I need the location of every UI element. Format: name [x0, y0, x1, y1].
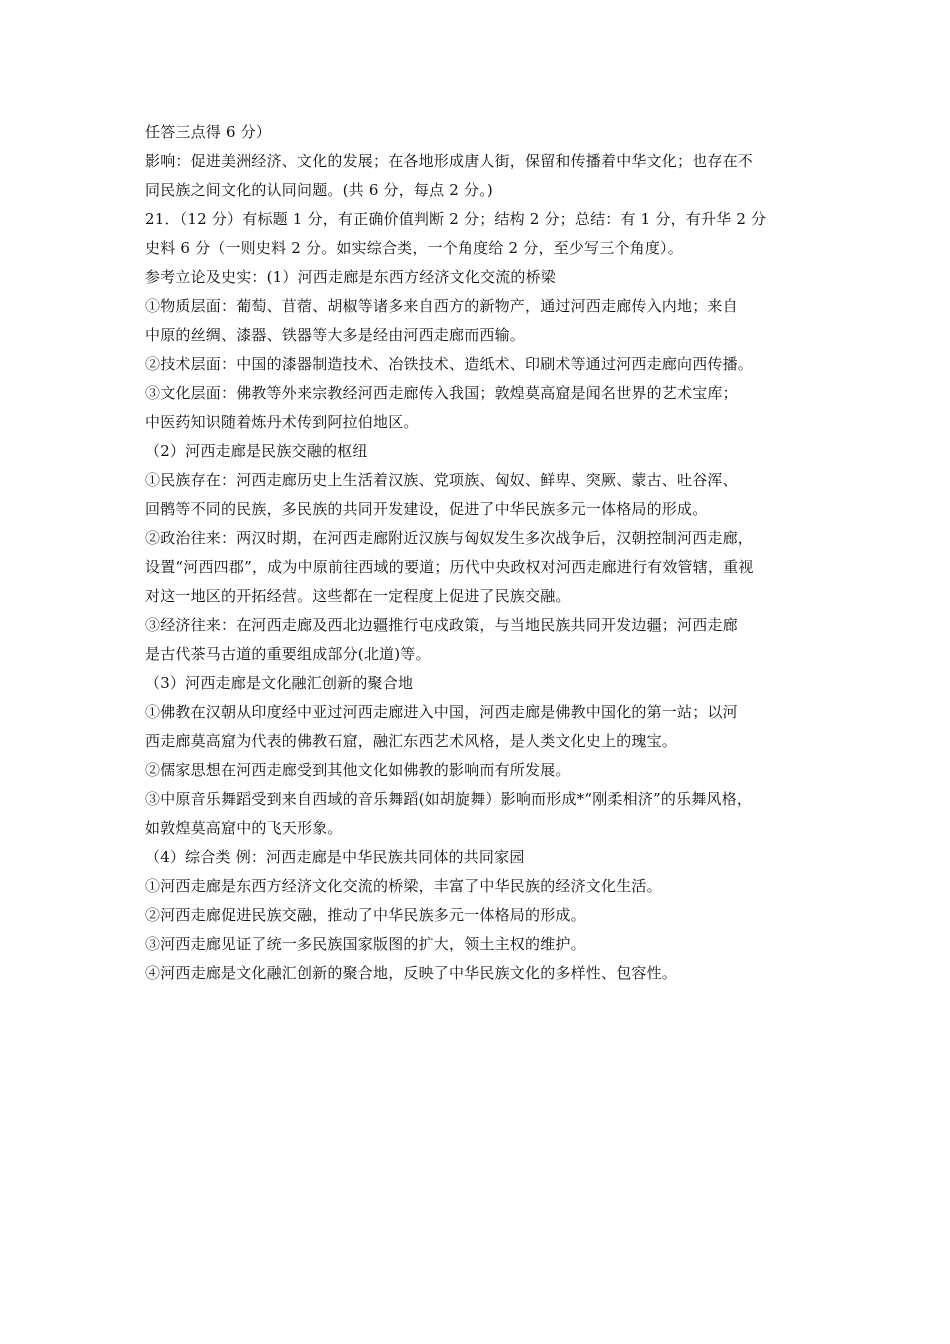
question-21-line: 21．（12 分）有标题 1 分，有正确价值判断 2 分；结构 2 分；总结：有 1 分，有升华 2 分 [145, 210, 767, 228]
text-line: 如敦煌莫高窟中的飞天形象。 [145, 819, 343, 837]
text-line: 同民族之间文化的认同问题。(共 6 分，每点 2 分。) [145, 181, 493, 199]
text-line: 史料 6 分（一则史料 2 分。如实综合类，一个角度给 2 分，至少写三个角度）。 [145, 239, 683, 257]
text-line: 对这一地区的开拓经营。这些都在一定程度上促进了民族交融。 [145, 587, 571, 605]
text-line: ④河西走廊是文化融汇创新的聚合地，反映了中华民族文化的多样性、包容性。 [145, 964, 678, 982]
text-line: ③经济往来：在河西走廊及西北边疆推行屯戍政策，与当地民族共同开发边疆；河西走廊 [145, 616, 738, 634]
text-line: 西走廊莫高窟为代表的佛教石窟，融汇东西艺术风格，是人类文化史上的瑰宝。 [145, 732, 678, 750]
text-line: ①佛教在汉朝从印度经中亚过河西走廊进入中国，河西走廊是佛教中国化的第一站；以河 [145, 703, 738, 721]
text-line: ②儒家思想在河西走廊受到其他文化如佛教的影响而有所发展。 [145, 761, 571, 779]
text-line: ③中原音乐舞蹈受到来自西域的音乐舞蹈(如胡旋舞）影响而形成*“刚柔相济”的乐舞风格， [145, 790, 753, 808]
section-heading-line: （3）河西走廊是文化融汇创新的聚合地 [145, 674, 414, 692]
text-line: 影响：促进美洲经济、文化的发展；在各地形成唐人街，保留和传播着中华文化；也存在不 [145, 152, 754, 170]
text-line: ①民族存在：河西走廊历史上生活着汉族、党项族、匈奴、鲜卑、突厥、蒙古、吐谷浑、 [145, 471, 738, 489]
section-heading-line: （4）综合类 例：河西走廊是中华民族共同体的共同家园 [145, 848, 525, 866]
text-line: 任答三点得 6 分） [145, 123, 272, 141]
text-line: ②政治往来：两汉时期，在河西走廊附近汉族与匈奴发生多次战争后，汉朝控制河西走廊， [145, 529, 754, 547]
text-line: ②技术层面：中国的漆器制造技术、冶铁技术、造纸术、印刷术等通过河西走廊向西传播。 [145, 355, 754, 373]
text-line: 回鹘等不同的民族，多民族的共同开发建设，促进了中华民族多元一体格局的形成。 [145, 500, 708, 518]
text-line: ①物质层面：葡萄、苜蓿、胡椒等诸多来自西方的新物产，通过河西走廊传入内地；来自 [145, 297, 738, 315]
document-body [145, 118, 815, 988]
text-line: ②河西走廊促进民族交融，推动了中华民族多元一体格局的形成。 [145, 906, 586, 924]
text-line: ③文化层面：佛教等外来宗教经河西走廊传入我国；敦煌莫高窟是闻名世界的艺术宝库； [145, 384, 738, 402]
text-line: 中原的丝绸、漆器、铁器等大多是经由河西走廊而西输。 [145, 326, 526, 344]
text-line: ③河西走廊见证了统一多民族国家版图的扩大，领土主权的维护。 [145, 935, 586, 953]
section-heading-line: （2）河西走廊是民族交融的枢纽 [145, 442, 368, 460]
text-line: 中医药知识随着炼丹术传到阿拉伯地区。 [145, 413, 419, 431]
text-line: ①河西走廊是东西方经济文化交流的桥梁，丰富了中华民族的经济文化生活。 [145, 877, 662, 895]
text-line: 设置“河西四郡”，成为中原前往西域的要道；历代中央政权对河西走廊进行有效管辖，重视 [145, 558, 754, 576]
reference-heading-line: 参考立论及史实：(1）河西走廊是东西方经济文化交流的桥梁 [145, 268, 556, 286]
text-line: 是古代茶马古道的重要组成部分(北道)等。 [145, 645, 431, 663]
